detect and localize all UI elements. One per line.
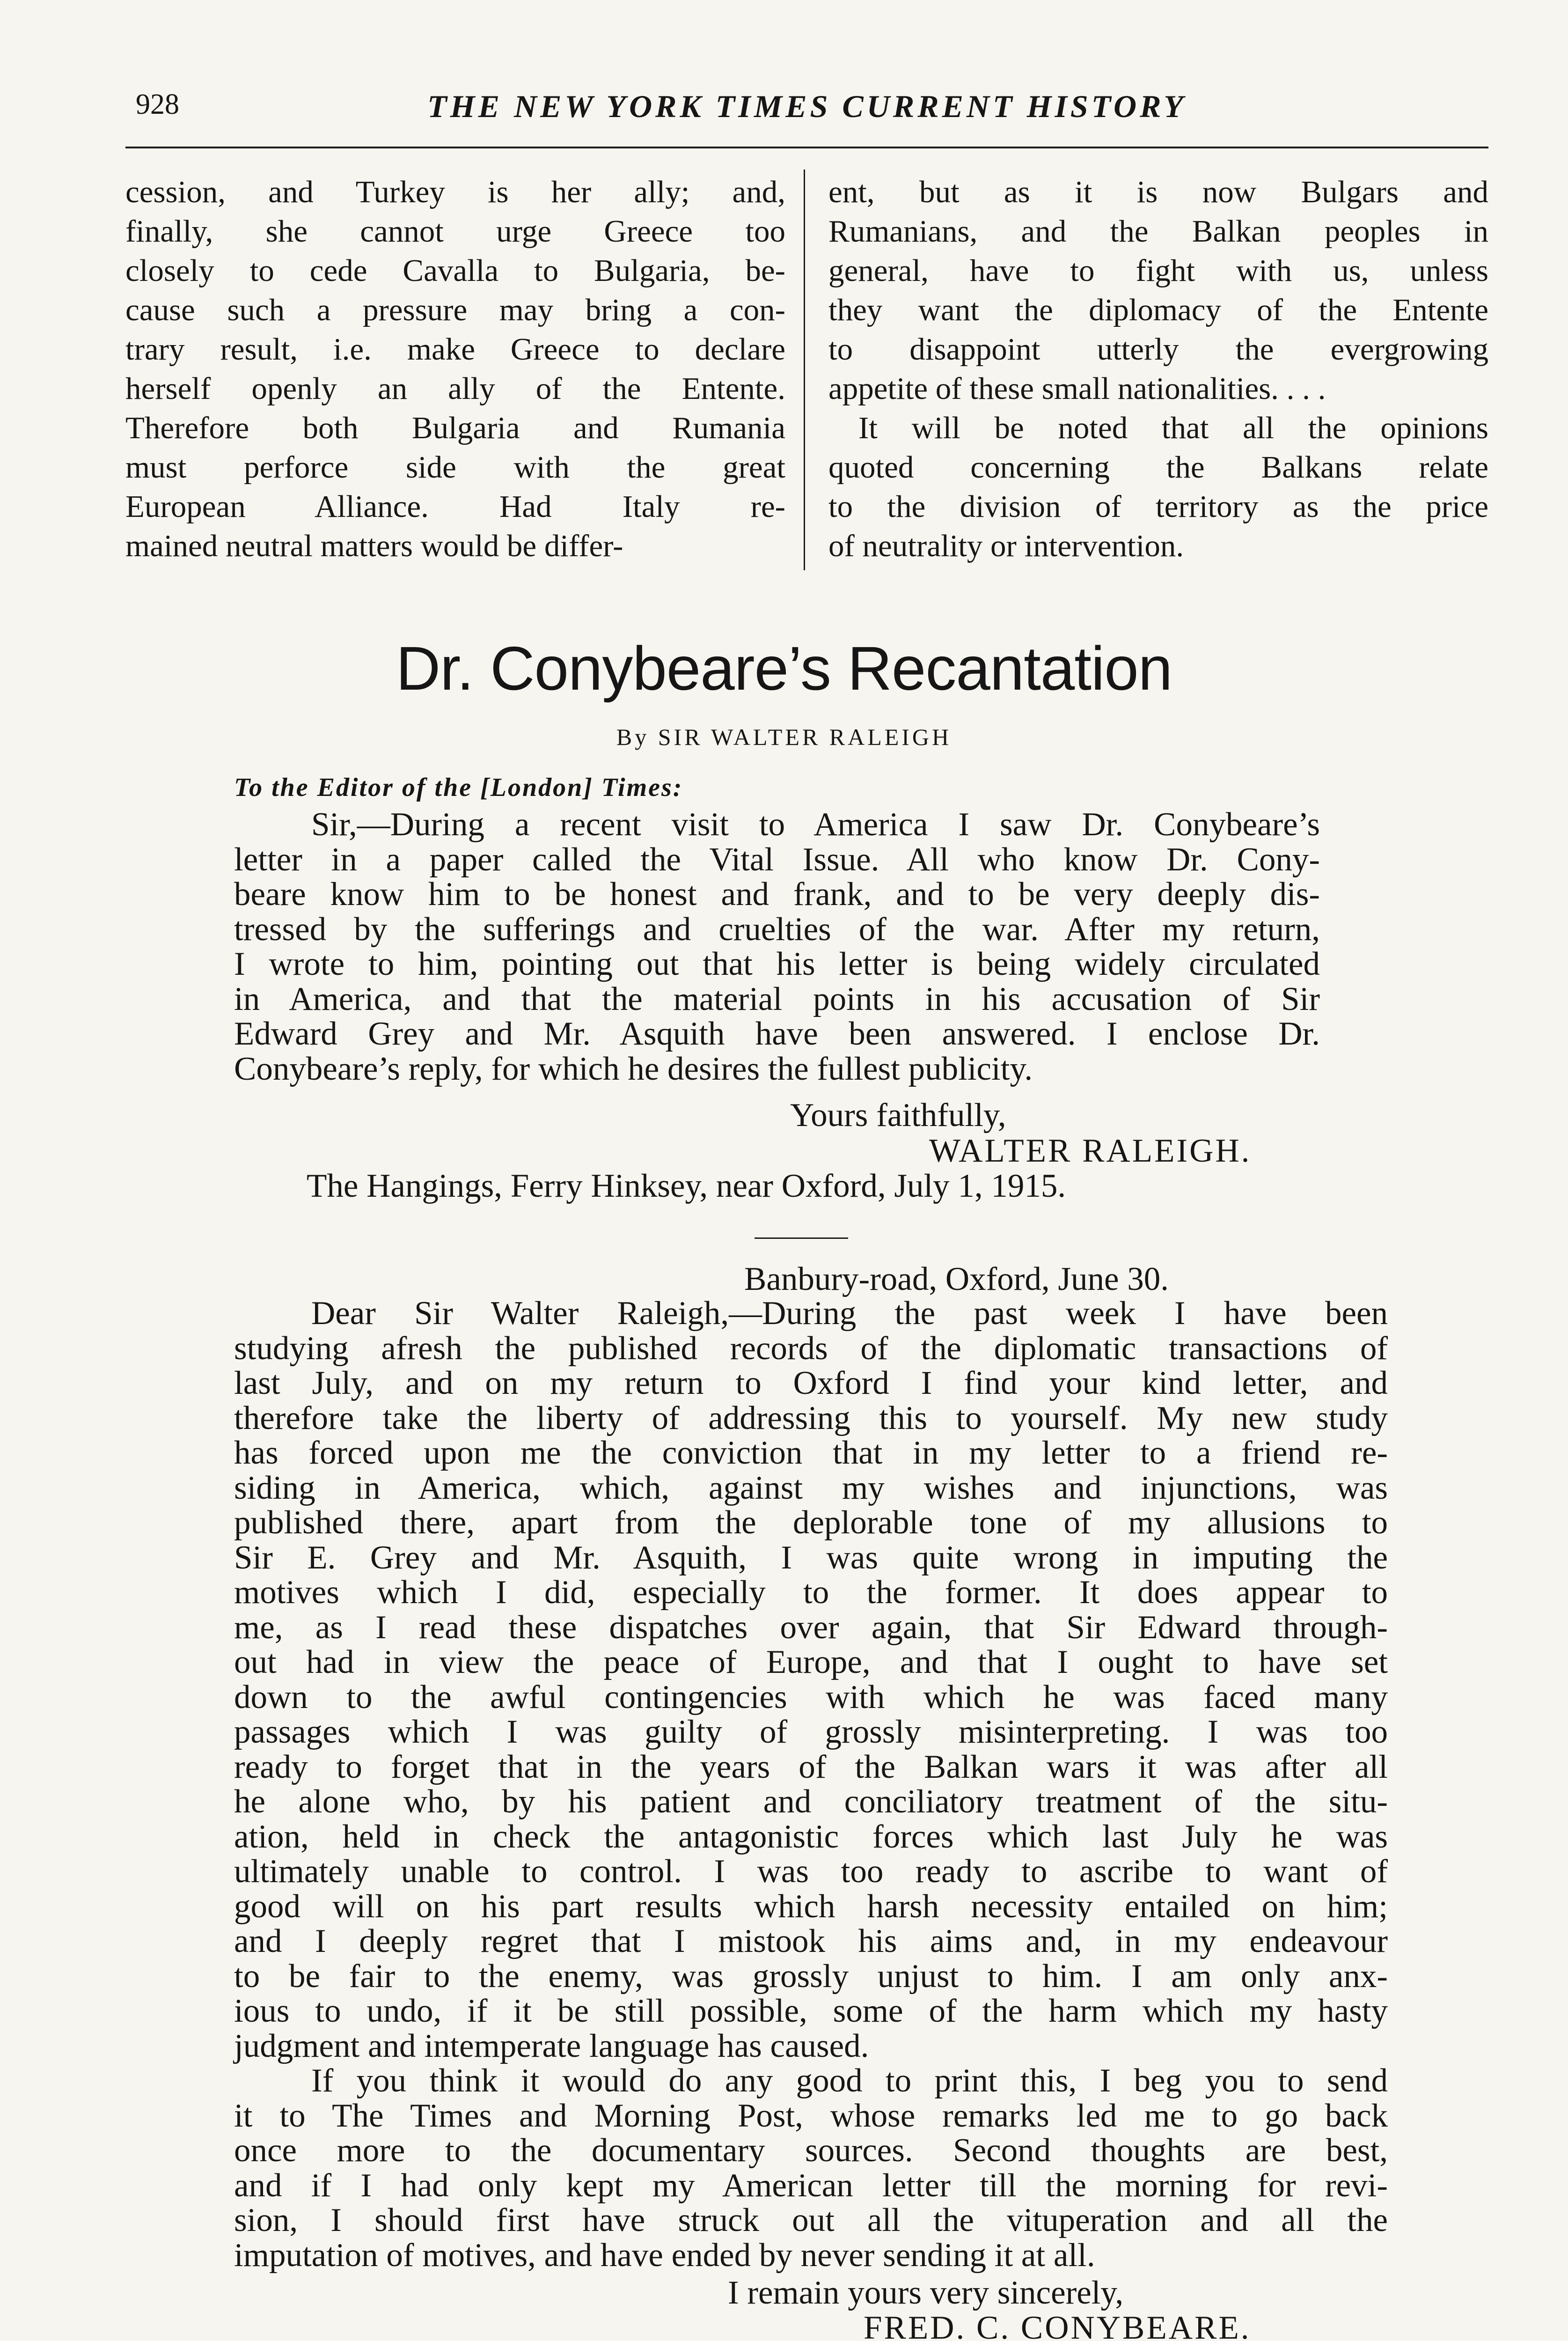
closing-raleigh: Yours faithfully, [790,1097,1006,1134]
text-line: I wrote to him, pointing out that his letter is being widely circulated [234,946,1320,982]
text-line: Dear Sir Walter Raleigh,—During the past week I have been [311,1295,1388,1332]
letter-raleigh [234,807,1320,1086]
letter-conybeare [234,1296,1388,2063]
text-line: Conybeare’s reply, for which he desires the fullest publicity. [234,1050,1033,1087]
text-line: ent, but as it is now Bulgars and [828,175,1488,209]
text-line: of neutrality or intervention. [828,529,1184,563]
text-line: ious to undo, if it be still possible, some of the harm which my hasty [234,1993,1388,2029]
text-line: If you think it would do any good to print this, I beg you to send [311,2062,1388,2099]
text-line: in America, and that the material points in his accusation of Sir [234,980,1320,1017]
signature-raleigh: WALTER RALEIGH. [929,1133,1252,1169]
page-number: 928 [136,88,179,120]
text-line: It will be noted that all the opinions [858,411,1488,445]
text-line: judgment and intemperate language has caused. [234,2027,869,2064]
text-line: he alone who, by his patient and conciliatory treatment of the situ- [234,1783,1388,1820]
closing-conybeare: I remain yours very sincerely, [728,2275,1124,2311]
text-line: tressed by the sufferings and cruelties of the war. After my return, [234,911,1320,948]
text-line: down to the awful contingencies with which he was faced many [234,1678,1388,1715]
text-line: me, as I read these dispatches over again, that Sir Edward through- [234,1609,1388,1646]
text-line: siding in America, which, against my wishes and injunctions, was [234,1469,1388,1506]
text-line: to the division of territory as the price [828,489,1488,524]
address-conybeare: Banbury-road, Oxford, June 30. [744,1261,1169,1297]
text-line: herself openly an ally of the Entente. [125,371,785,406]
text-line: last July, and on my return to Oxford I find your kind letter, and [234,1365,1388,1401]
letter-conybeare-continued [234,2063,1388,2273]
article-title: Dr. Conybeare’s Recantation [396,634,1172,703]
text-line: studying afresh the published records of the diplomatic transactions of [234,1330,1388,1367]
text-line: good will on his part results which harsh necessity entailed on him; [234,1888,1388,1925]
page-header [125,88,1488,130]
header-rule [125,147,1488,148]
text-line: sion, I should first have struck out all the vituperation and all the [234,2202,1388,2238]
text-line: Edward Grey and Mr. Asquith have been answered. I enclose Dr. [234,1016,1320,1052]
right-column [828,172,1488,566]
text-line: trary result, i.e. make Greece to declare [125,332,785,367]
left-column [125,172,785,566]
text-line: it to The Times and Morning Post, whose remarks led me to go back [234,2097,1388,2134]
text-line: imputation of motives, and have ended by never sending it at all. [234,2237,1095,2274]
text-line: beare know him to be honest and frank, and to be very deeply dis- [234,876,1320,913]
text-line: appetite of these small nationalities. . . . [828,371,1326,406]
text-line: cause such a pressure may bring a con- [125,293,785,327]
text-line: and if I had only kept my American letter till the morning for revi- [234,2167,1388,2204]
text-line: once more to the documentary sources. Second thoughts are best, [234,2132,1388,2169]
salutation: To the Editor of the [London] Times: [234,773,683,802]
text-line: ation, held in check the antagonistic forces which last July he was [234,1818,1388,1855]
text-line: to disappoint utterly the evergrowing [828,332,1488,367]
text-line: cession, and Turkey is her ally; and, [125,175,785,209]
text-line: motives which I did, especially to the former. It does appear to [234,1574,1388,1611]
signature-conybeare: FRED. C. CONYBEARE. [864,2310,1251,2341]
text-line: has forced upon me the conviction that in my letter to a friend re- [234,1435,1388,1471]
text-line: quoted concerning the Balkans relate [828,450,1488,485]
text-line: published there, apart from the deplorable tone of my allusions to [234,1504,1388,1541]
text-line: and I deeply regret that I mistook his aims and, in my endeavour [234,1923,1388,1959]
text-line: Therefore both Bulgaria and Rumania [125,411,785,445]
text-line: mained neutral matters would be differ- [125,529,623,563]
text-line: general, have to fight with us, unless [828,253,1488,288]
column-divider [804,169,805,570]
text-line: passages which I was guilty of grossly misinterpreting. I was too [234,1714,1388,1750]
text-line: Sir,—During a recent visit to America I saw Dr. Conybeare’s [311,806,1320,843]
text-line: closely to cede Cavalla to Bulgaria, be- [125,253,785,288]
text-line: finally, she cannot urge Greece too [125,214,785,249]
text-line: letter in a paper called the Vital Issue. All who know Dr. Cony- [234,841,1320,878]
text-line: to be fair to the enemy, was grossly unjust to him. I am only anx- [234,1958,1388,1995]
text-line: out had in view the peace of Europe, and that I ought to have set [234,1644,1388,1680]
text-line: ultimately unable to control. I was too ready to ascribe to want of [234,1853,1388,1890]
running-head: THE NEW YORK TIMES CURRENT HISTORY [427,88,1187,124]
text-line: therefore take the liberty of addressing this to yourself. My new study [234,1399,1388,1436]
byline: By SIR WALTER RALEIGH [616,724,952,750]
text-line: Rumanians, and the Balkan peoples in [828,214,1488,249]
text-line: ready to forget that in the years of the Balkan wars it was after all [234,1748,1388,1785]
text-line: Sir E. Grey and Mr. Asquith, I was quite wrong in imputing the [234,1539,1388,1576]
letter-separator [755,1237,848,1239]
text-line: they want the diplomacy of the Entente [828,293,1488,327]
text-line: European Alliance. Had Italy re- [125,489,785,524]
dateline-raleigh: The Hangings, Ferry Hinksey, near Oxford, July 1, 1915. [307,1168,1066,1204]
text-line: must perforce side with the great [125,450,785,485]
